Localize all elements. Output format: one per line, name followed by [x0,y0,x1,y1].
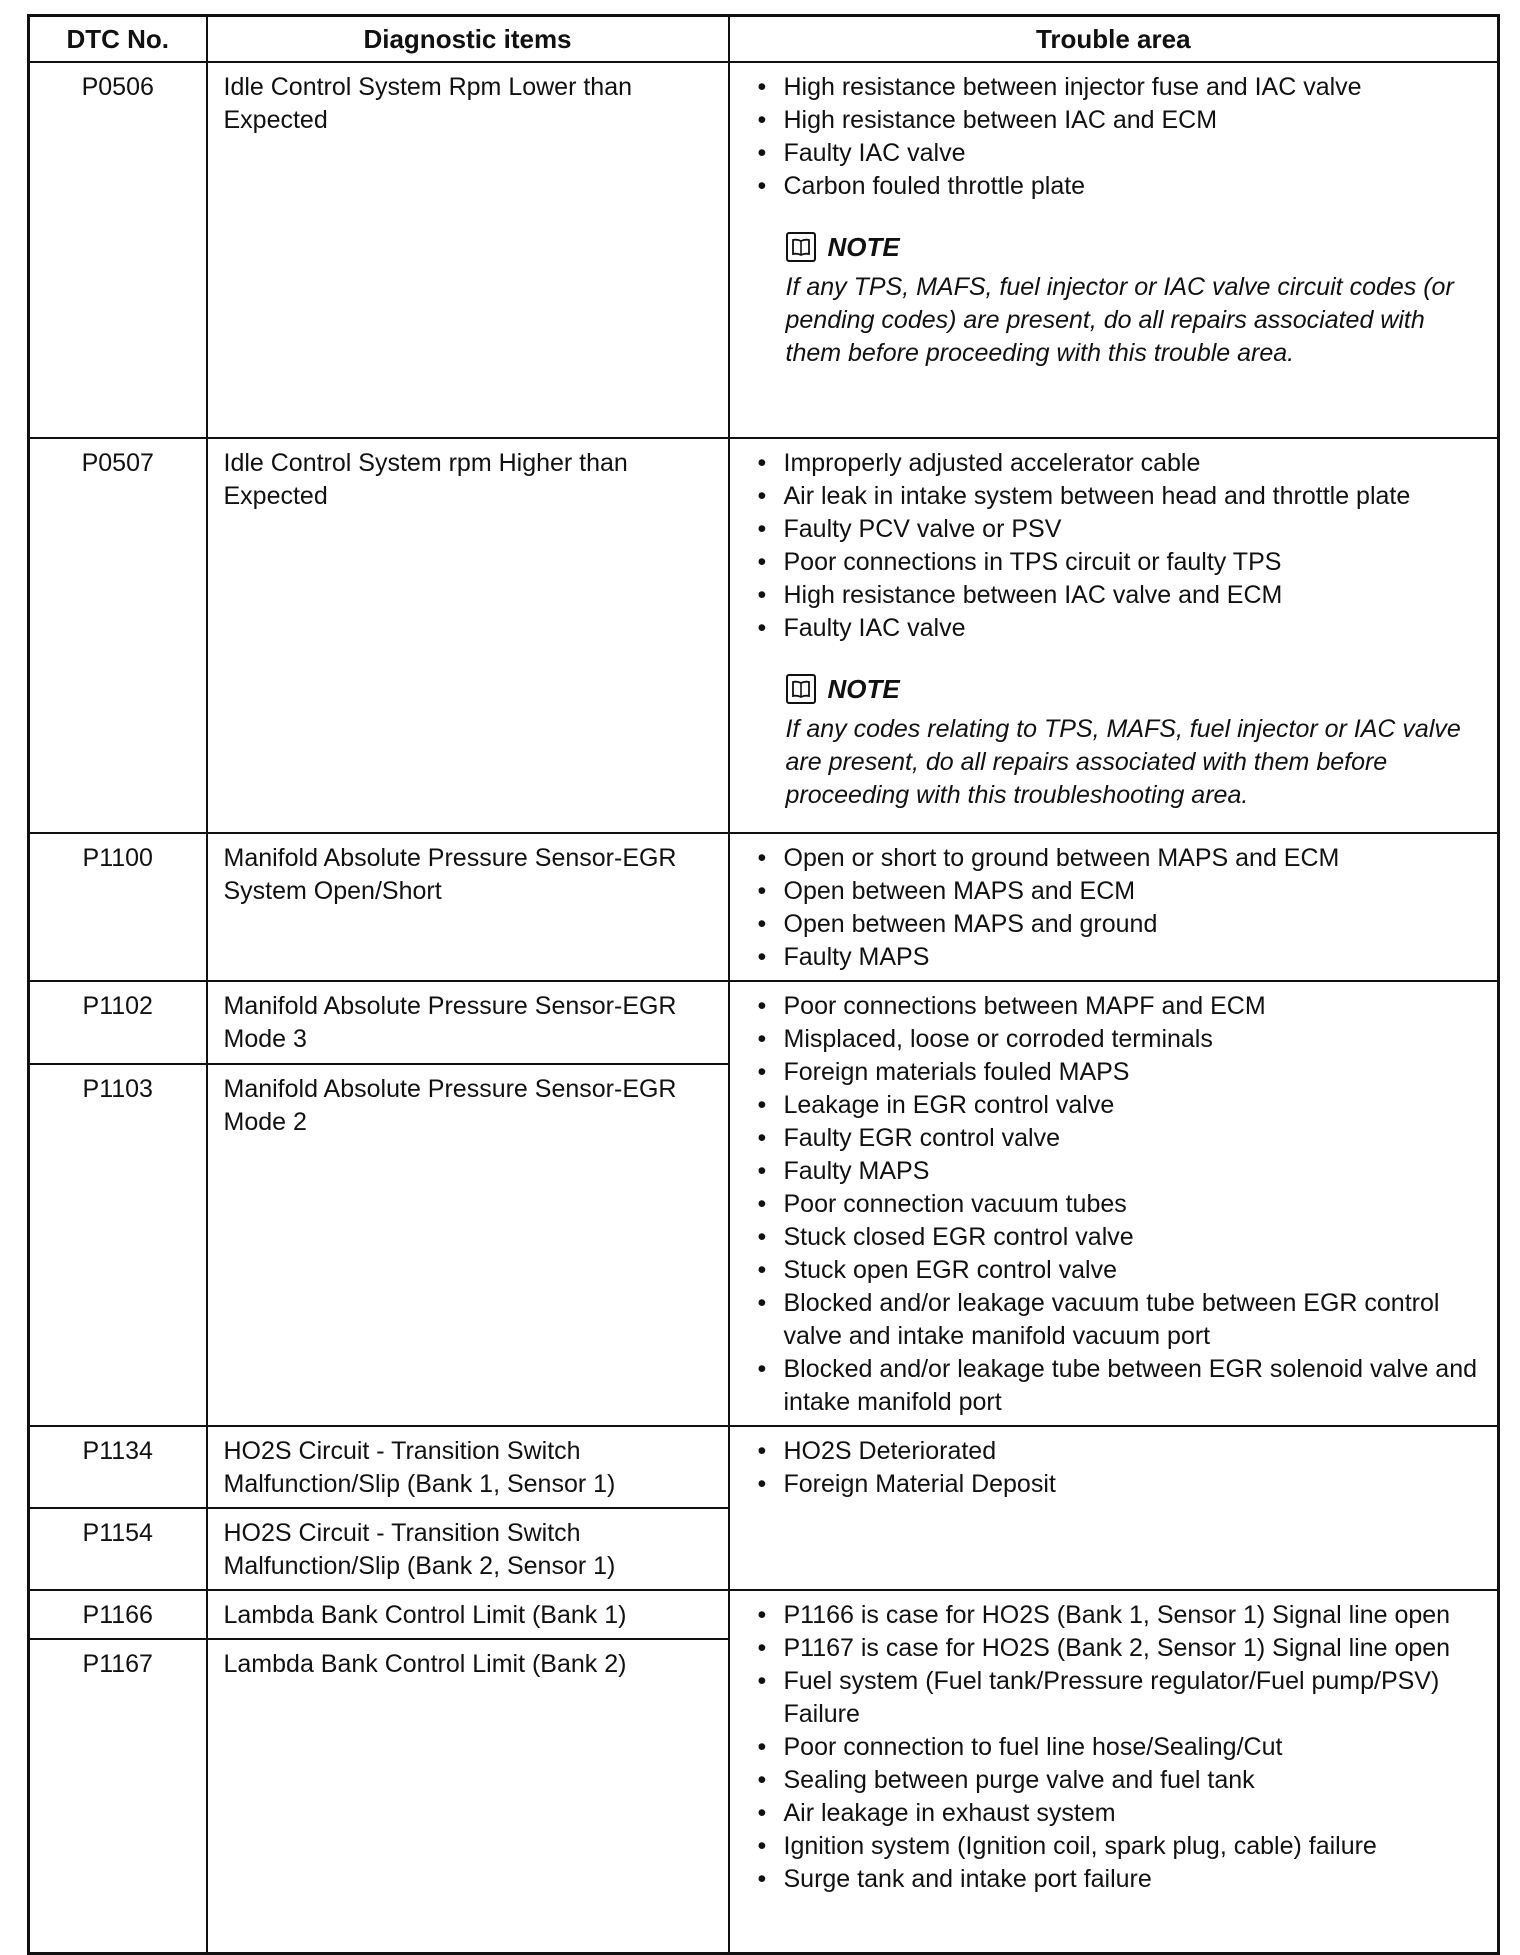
header-diagnostic-items: Diagnostic items [207,16,729,63]
list-item: • Blocked and/or leakage tube between EGR solenoid valve and intake manifold port [758,1353,1488,1419]
list-item: • Open between MAPS and ECM [758,875,1488,908]
dtc-code: P1166 [29,1590,207,1639]
table-row [29,1590,1499,1639]
diagnostic-item: HO2S Circuit - Transition Switch Malfunction/Slip (Bank 1, Sensor 1) [207,1426,729,1508]
list-item: • Sealing between purge valve and fuel tank [758,1764,1488,1797]
dtc-table [27,14,1500,1955]
dtc-code: P1167 [29,1639,207,1953]
list-item: • Poor connection to fuel line hose/Sealing/Cut [758,1731,1488,1764]
trouble-area [729,438,1499,833]
diagnostic-item: HO2S Circuit - Transition Switch Malfunction/Slip (Bank 2, Sensor 1) [207,1508,729,1590]
table-row [29,62,1499,438]
list-item: • HO2S Deteriorated [758,1435,1488,1468]
dtc-code: P0507 [29,438,207,833]
table-row [29,833,1499,981]
table-row [29,981,1499,1064]
trouble-list [746,1435,1488,1501]
list-item: • High resistance between IAC valve and ECM [758,579,1488,612]
list-item: • Blocked and/or leakage vacuum tube between EGR control valve and intake manifold vacuum port [758,1287,1488,1353]
diagnostic-item: Idle Control System rpm Higher than Expected [207,438,729,833]
diagnostic-item: Lambda Bank Control Limit (Bank 2) [207,1639,729,1953]
trouble-list [746,842,1488,974]
table-row [29,1426,1499,1508]
list-item: • Air leak in intake system between head and throttle plate [758,480,1488,513]
list-item: • Faulty MAPS [758,941,1488,974]
list-item: • High resistance between injector fuse and IAC valve [758,71,1488,104]
list-item: • Poor connections in TPS circuit or faulty TPS [758,546,1488,579]
dtc-code: P1134 [29,1426,207,1508]
header-trouble-area: Trouble area [729,16,1499,63]
list-item: • Stuck open EGR control valve [758,1254,1488,1287]
list-item: • Air leakage in exhaust system [758,1797,1488,1830]
note-text: If any TPS, MAFS, fuel injector or IAC valve circuit codes (or pending codes) are present, do all repairs associated with them before proceeding with this trouble area. [785,273,1454,367]
trouble-area [729,62,1499,438]
list-item: • Carbon fouled throttle plate [758,170,1488,203]
diagnostic-item: Manifold Absolute Pressure Sensor-EGR Mode 2 [207,1064,729,1426]
list-item: • P1167 is case for HO2S (Bank 2, Sensor 1) Signal line open [758,1632,1488,1665]
list-item: • Ignition system (Ignition coil, spark plug, cable) failure [758,1830,1488,1863]
list-item: • Improperly adjusted accelerator cable [758,447,1488,480]
book-icon [786,232,816,262]
list-item: • Foreign materials fouled MAPS [758,1056,1488,1089]
dtc-code: P1154 [29,1508,207,1590]
diagnostic-item: Manifold Absolute Pressure Sensor-EGR System Open/Short [207,833,729,981]
trouble-list [746,71,1488,203]
trouble-list [746,990,1488,1419]
list-item: • Faulty IAC valve [758,137,1488,170]
list-item: • Faulty MAPS [758,1155,1488,1188]
list-item: • Surge tank and intake port failure [758,1863,1488,1896]
header-dtc: DTC No. [29,16,207,63]
dtc-code: P1100 [29,833,207,981]
list-item: • Faulty PCV valve or PSV [758,513,1488,546]
list-item: • Faulty EGR control valve [758,1122,1488,1155]
dtc-code: P0506 [29,62,207,438]
list-item: • Fuel system (Fuel tank/Pressure regulator/Fuel pump/PSV) Failure [758,1665,1488,1731]
trouble-area [729,1426,1499,1590]
dtc-code: P1103 [29,1064,207,1426]
note-box [786,227,1488,370]
list-item: • High resistance between IAC and ECM [758,104,1488,137]
diagnostic-item: Lambda Bank Control Limit (Bank 1) [207,1590,729,1639]
list-item: • Foreign Material Deposit [758,1468,1488,1501]
list-item: • Open between MAPS and ground [758,908,1488,941]
list-item: • Leakage in EGR control valve [758,1089,1488,1122]
note-title: NOTE [827,231,900,262]
table-row [29,438,1499,833]
list-item: • Open or short to ground between MAPS and ECM [758,842,1488,875]
list-item: • Poor connections between MAPF and ECM [758,990,1488,1023]
trouble-list [746,447,1488,645]
book-icon [786,674,816,704]
diagnostic-item: Idle Control System Rpm Lower than Expected [207,62,729,438]
trouble-area [729,981,1499,1426]
note-title: NOTE [827,673,900,704]
diagnostic-item: Manifold Absolute Pressure Sensor-EGR Mode 3 [207,981,729,1064]
list-item: • Stuck closed EGR control valve [758,1221,1488,1254]
trouble-list [746,1599,1488,1896]
list-item: • Misplaced, loose or corroded terminals [758,1023,1488,1056]
note-box [786,669,1488,812]
trouble-area [729,1590,1499,1953]
list-item: • Faulty IAC valve [758,612,1488,645]
dtc-code: P1102 [29,981,207,1064]
header-row [29,16,1499,63]
note-text: If any codes relating to TPS, MAFS, fuel injector or IAC valve are present, do all repairs associated with them before proceeding with this troubleshooting area. [785,715,1461,809]
list-item: • P1166 is case for HO2S (Bank 1, Sensor 1) Signal line open [758,1599,1488,1632]
list-item: • Poor connection vacuum tubes [758,1188,1488,1221]
trouble-area [729,833,1499,981]
